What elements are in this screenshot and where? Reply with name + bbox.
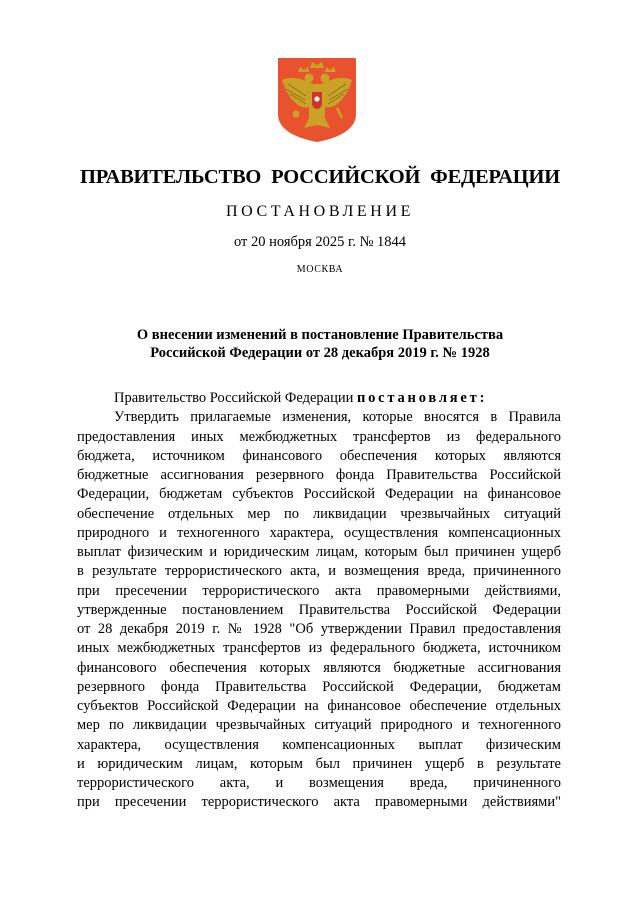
document-city: МОСКВА	[296, 264, 344, 275]
body-line: от 28 декабря 2019 г. № 1928 "Об утверждении Правил предоставления	[77, 621, 561, 637]
body-line: субъектов Российской Федерации на финансовое обеспечение отдельных	[77, 698, 561, 714]
document-subject	[100, 326, 540, 362]
body-line: в результате террористического акта, и возмещения вреда, причиненного	[77, 563, 561, 580]
body-line: мер по ликвидации чрезвычайных ситуаций природного и техногенного	[77, 717, 561, 734]
body-line: природного и техногенного характера, осуществления компенсационных	[77, 524, 561, 541]
intro-verb: постановляет:	[356, 390, 488, 406]
body-line: утвержденные постановлением Правительства Российской Федерации	[77, 601, 561, 618]
body-line: Утвердить прилагаемые изменения, которые вносятся в Правила	[114, 409, 561, 426]
body-line: финансового обеспечения которых являются бюджетные ассигнования	[77, 659, 561, 676]
body-line: резервного фонда Правительства Российской Федерации, бюджетам	[77, 678, 561, 695]
body-line: бюджета, источником финансового обеспечения которых являются	[77, 447, 561, 464]
body-line: предоставления иных межбюджетных трансфертов из федерального	[77, 428, 561, 445]
document-date-number: от 20 ноября 2025 г. № 1844	[233, 234, 407, 250]
body-line: террористического акта, и возмещения вреда, причиненного	[77, 775, 561, 791]
body-line: характера, осуществления компенсационных выплат физическим	[77, 736, 561, 753]
body-line: бюджетные ассигнования резервного фонда Правительства Российской	[77, 467, 561, 483]
body-line: обеспечение отдельных мер по ликвидации чрезвычайных ситуаций	[77, 505, 561, 522]
government-title: ПРАВИТЕЛЬСТВО РОССИЙСКОЙ ФЕДЕРАЦИИ	[80, 166, 560, 188]
subject-line: Российской Федерации от 28 декабря 2019 г. № 1928	[150, 345, 490, 361]
intro-text: Правительство Российской Федерации	[114, 390, 354, 406]
intro-line	[77, 389, 561, 408]
body-line: и юридическим лицам, которым был причинен ущерб в результате	[77, 755, 561, 772]
russian-coat-of-arms-icon	[276, 56, 358, 144]
body-line: выплат физическим и юридическим лицам, которым был причинен ущерб	[77, 544, 561, 560]
body-line: при пресечении террористического акта правомерными действиями"	[77, 794, 561, 811]
document-body	[77, 389, 561, 813]
subject-line: О внесении изменений в постановление Правительства	[136, 327, 504, 343]
body-line: иных межбюджетных трансфертов из федерального бюджета, источником	[77, 640, 561, 657]
body-line: Федерации, бюджетам субъектов Российской Федерации на финансовое	[77, 486, 561, 503]
document-type: ПОСТАНОВЛЕНИЕ	[226, 203, 414, 220]
body-line: при пресечении террористического акта правомерными действиями,	[77, 582, 561, 599]
